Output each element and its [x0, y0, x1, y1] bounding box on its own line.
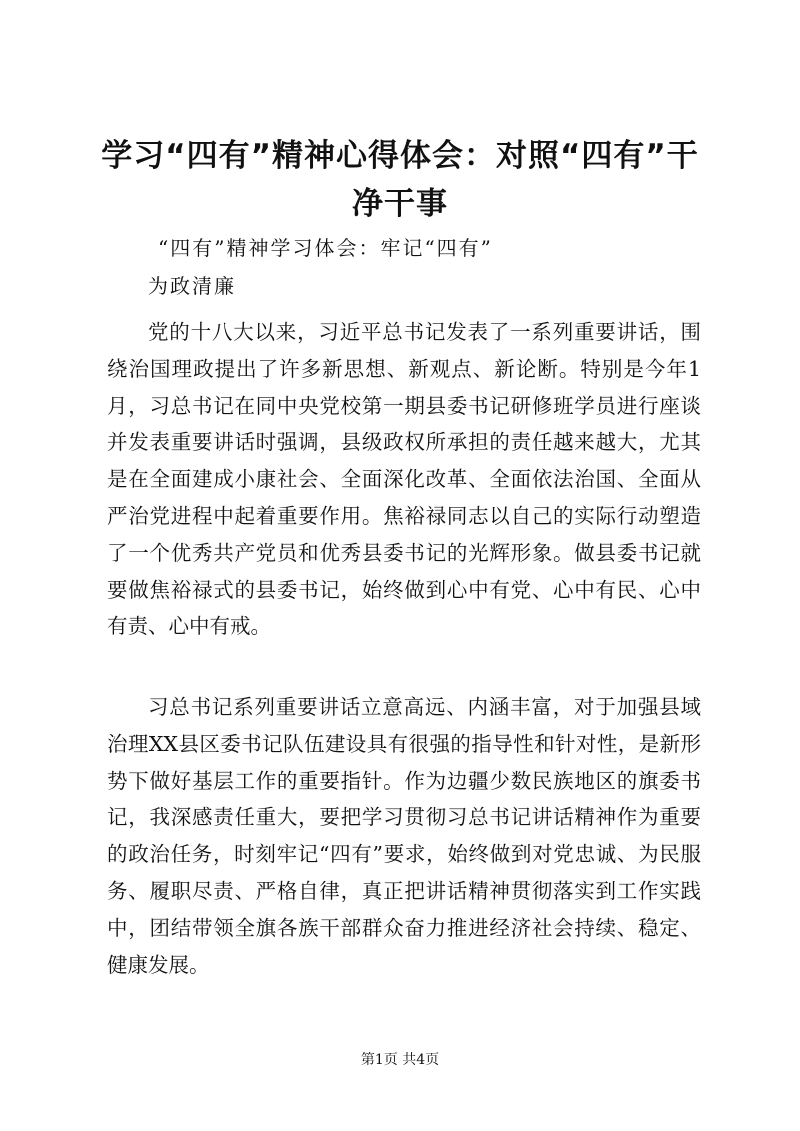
body-paragraph: 党的十八大以来，习近平总书记发表了一系列重要讲话，围绕治国理政提出了许多新思想、新观点、新论断。特别是今年1月，习总书记在同中央党校第一期县委书记研修班学员进行座谈并发表重要讲话时强调，县级政权所承担的责任越来越大，尤其是在全面建成小康社会、全面深化改革、全面依法治国、全面从严治党进程中起着重要作用。焦裕禄同志以自己的实际行动塑造了一个优秀共产党员和优秀县委书记的光辉形象。做县委书记就要做焦裕禄式的县委书记，始终做到心中有党、心中有民、心中有责、心中有戒。	[107, 320, 701, 639]
page-indicator: 第1页 共4页	[360, 1052, 440, 1068]
document-title: 学习“四有”精神心得体会：对照“四有”干净干事	[101, 138, 699, 222]
document-subtitle-continued: 为政清廉	[148, 274, 236, 298]
document-subtitle: “四有”精神学习体会：牢记“四有”	[158, 236, 493, 260]
body-paragraph: 习总书记系列重要讲话立意高远、内涵丰富，对于加强县域治理XX县区委书记队伍建设具有很强的指导性和针对性，是新形势下做好基层工作的重要指针。作为边疆少数民族地区的旗委书记，我深感责任重大，要把学习贯彻习总书记讲话精神作为重要的政治任务，时刻牢记“四有”要求，始终做到对党忠诚、为民服务、履职尽责、严格自律，真正把讲话精神贯彻落实到工作实践中，团结带领全旗各族干部群众奋力推进经济社会持续、稳定、健康发展。	[107, 695, 701, 977]
